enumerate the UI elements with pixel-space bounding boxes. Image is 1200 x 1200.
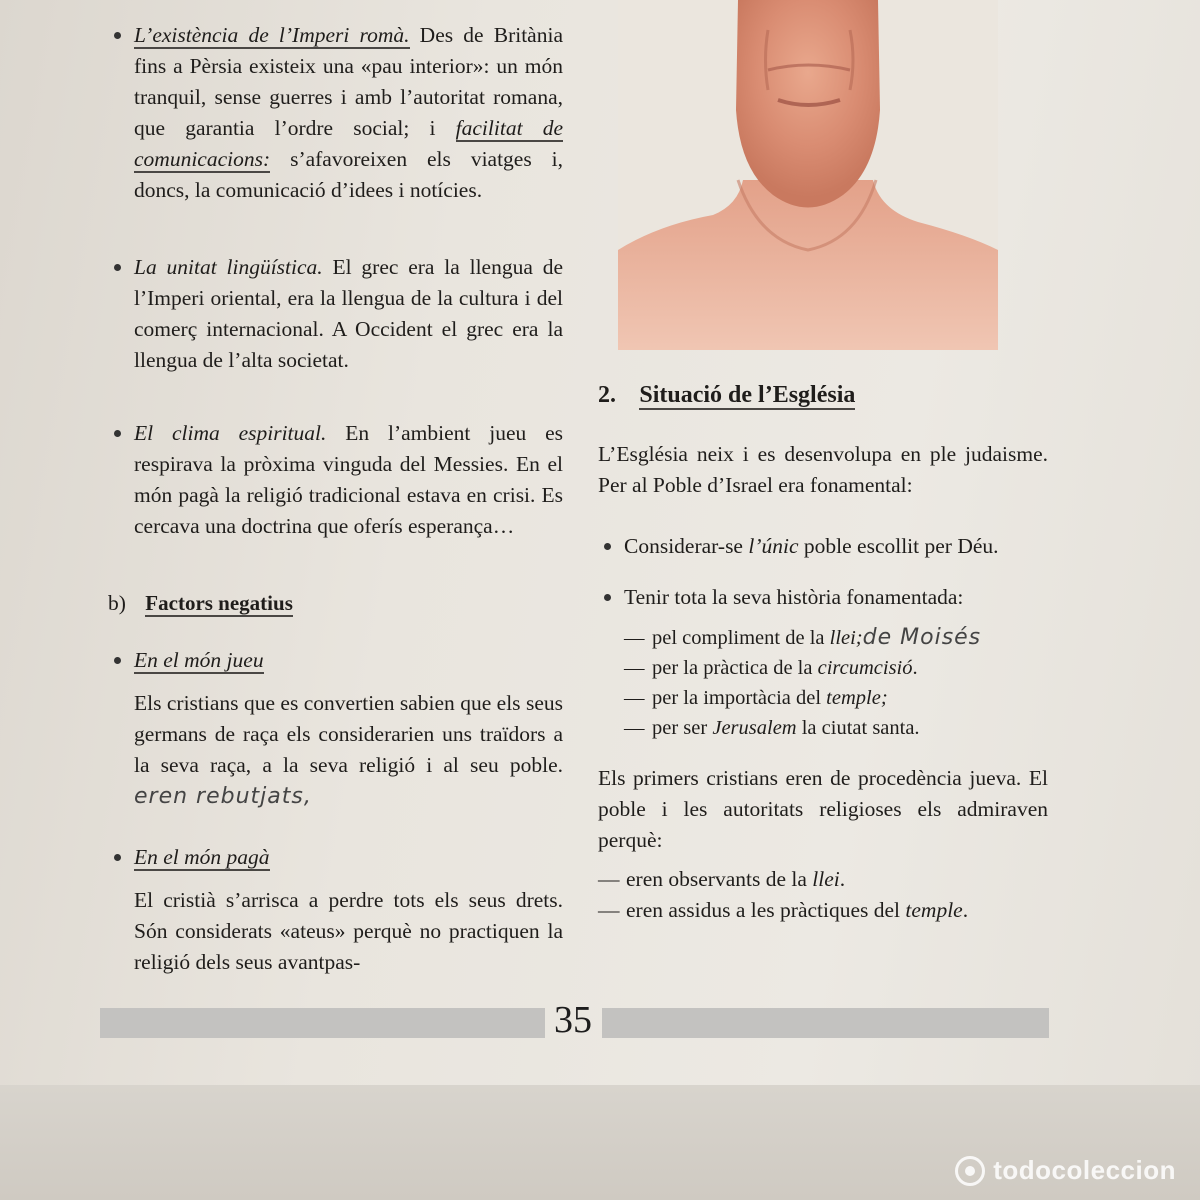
- bullet-title: En el món jueu: [134, 648, 264, 672]
- dash-item: — per la pràctica de la circumcisió.: [624, 657, 918, 679]
- intro-paragraph: L’Església neix i es desenvolupa en ple judaisme. Per al Poble d’Israel era fonamental:: [598, 442, 1048, 497]
- paragraph-mon-jueu: [108, 688, 563, 812]
- handwritten-note: eren rebutjats,: [134, 784, 312, 809]
- bullet-emphasis: facilitat de comunicacions:: [134, 116, 563, 171]
- dash-list: [598, 623, 1048, 743]
- paragraph-primers-cristians: Els primers cristians eren de procedència jueva. El poble i les autoritats religioses els admiraven perquè:: [598, 766, 1048, 852]
- dash-item: — eren assidus a les pràctiques del temple.: [598, 898, 969, 922]
- dash-item: — eren observants de la llei.: [598, 867, 846, 891]
- section-heading: [598, 380, 1048, 411]
- page-number: 35: [554, 999, 592, 1041]
- paragraph-mon-paga: [108, 885, 563, 978]
- bullet-title: L’existència de l’Imperi romà.: [134, 23, 410, 47]
- bullet-text-cont: s’afavoreixen els viatges i, doncs, la comunicació d’idees i notícies.: [134, 147, 563, 202]
- footer-bar-left: [100, 1008, 545, 1038]
- left-column: [108, 20, 563, 978]
- bullet-text: El grec era la llengua de l’Imperi oriental, era la llengua de la cultura i del comerç internacional. A Occident el grec era la llengua de l’alta societat.: [134, 255, 563, 372]
- dash-item: — per ser Jerusalem la ciutat santa.: [624, 717, 920, 739]
- paragraph-text: El cristià s’arrisca a perdre tots els seus drets. Són considerats «ateus» perquè no practiquen la religió dels seus avantpas-: [134, 888, 563, 974]
- subsection-title: Factors negatius: [145, 591, 293, 615]
- bullet-unic-poble: [598, 531, 1048, 562]
- todocoleccion-logo-icon: [955, 1156, 985, 1186]
- subsection-heading: [108, 588, 563, 619]
- bullet-clima-espiritual: [108, 418, 563, 542]
- dash-list-2: [598, 864, 1048, 926]
- bullet-title: La unitat lingüística.: [134, 255, 323, 279]
- bullet-emphasis: l’únic: [748, 534, 799, 558]
- bullet-text: Considerar-se: [624, 534, 749, 558]
- bullet-historia: Tenir tota la seva història fonamentada:: [598, 582, 1048, 613]
- bullet-mon-jueu: [108, 645, 563, 676]
- bullet-title: En el món pagà: [134, 845, 270, 869]
- paragraph-text: Els cristians que es convertien sabien que els seus germans de raça els considerarien uns traïdors a la seva raça, a la seva religió i al seu poble.: [134, 691, 563, 777]
- right-column: [598, 380, 1048, 926]
- watermark-text: todocoleccion: [993, 1155, 1176, 1185]
- watermark: [955, 1155, 1176, 1186]
- roman-bust-image: [618, 0, 998, 350]
- section-number: 2.: [598, 382, 616, 408]
- footer-bar-right: [602, 1008, 1049, 1038]
- bullet-title: El clima espiritual.: [134, 421, 327, 445]
- bullet-text-cont: poble escollit per Déu.: [798, 534, 999, 558]
- bullet-mon-paga: [108, 842, 563, 873]
- subsection-marker: b): [108, 591, 126, 615]
- dash-item: — per la importàcia del temple;: [624, 687, 888, 709]
- bullet-text: Des de Britània fins a Pèrsia existeix una «pau interior»: un món tranquil, sense guerres i amb l’autoritat romana, que garantia l’ordre social; i: [134, 23, 563, 140]
- handwritten-note: de Moisés: [862, 625, 982, 650]
- bullet-imperi-roma: [108, 20, 563, 206]
- dash-item: — pel compliment de la llei;de Moisés: [624, 625, 982, 650]
- bullet-text: En l’ambient jueu es respirava la pròxima vinguda del Messies. En el món pagà la religió tradicional estava en crisi. Es cercava una doctrina que oferís esperança…: [134, 421, 564, 538]
- bullet-unitat-linguistica: [108, 252, 563, 376]
- section-title: Situació de l’Església: [639, 382, 856, 408]
